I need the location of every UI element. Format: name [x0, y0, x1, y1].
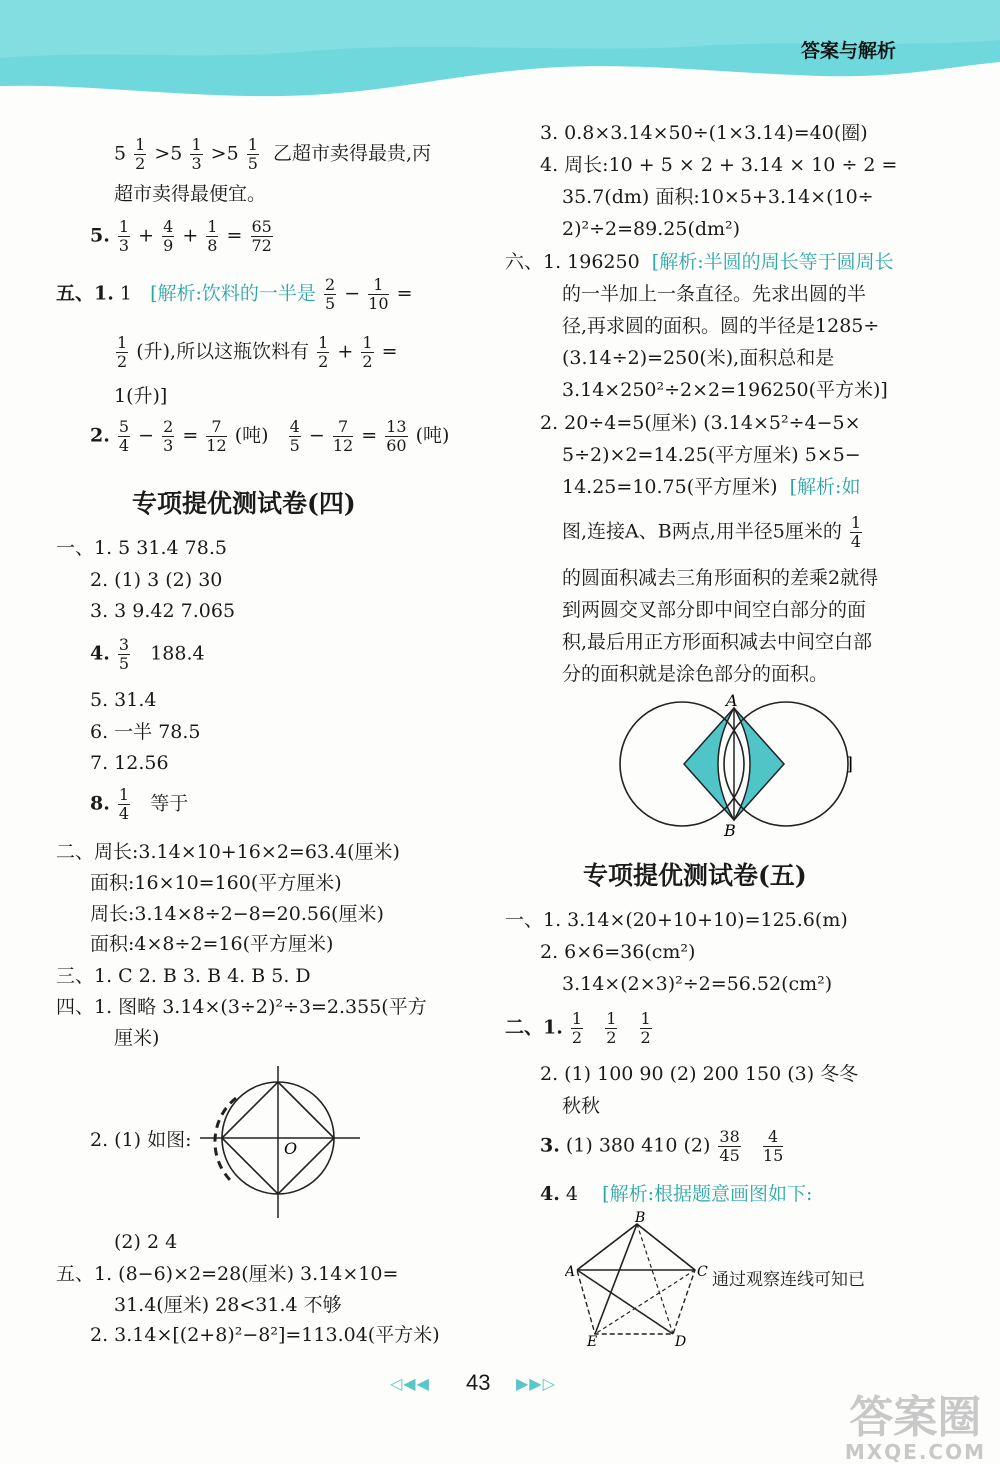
left-s3: 3. 3 9.42 7.065 [90, 600, 236, 622]
left-line-1 [114, 136, 431, 173]
right-r8: (3.14÷2)=250(米),面积总和是 [562, 347, 835, 369]
left-e5: 三、1. C 2. B 3. B 4. B 5. D [56, 965, 311, 987]
point-label-C: C [697, 1264, 708, 1280]
text: >5 [154, 142, 183, 165]
text: 乙超市卖得最贵,丙 [273, 142, 432, 165]
fraction: $\frac{1}{2}$ [571, 1009, 583, 1047]
fraction: $\frac{65}{72}$ [251, 217, 272, 255]
text: 4 [565, 1183, 578, 1205]
text: 14.25=10.75(平方厘米) [562, 476, 778, 498]
fraction: $\frac{38}{45}$ [719, 1127, 740, 1165]
point-label-A: A [565, 1264, 576, 1280]
right-r9: 3.14×250²÷2×2=196250(平方米)] [562, 379, 888, 401]
fraction: $\frac{4}{15}$ [762, 1127, 784, 1165]
left-e2: 面积:16×10=160(平方厘米) [90, 872, 342, 894]
right-r6: 的一半加上一条直径。先求出圆的半 [562, 283, 867, 305]
item-number: 五、1. [56, 282, 114, 305]
fraction: $\frac{1}{5}$ [247, 135, 258, 173]
left-e8: 2. (1) 如图: [90, 1129, 192, 1151]
left-s4 [90, 636, 205, 673]
section-title-5: 专项提优测试卷(五) [583, 861, 807, 890]
operator: = [396, 282, 413, 305]
item-number: 2. [90, 424, 110, 447]
left-e7: 厘米) [114, 1027, 160, 1049]
circle-square-figure [196, 1062, 366, 1224]
right-r12 [562, 475, 860, 499]
item-number: 4. [90, 642, 110, 665]
right-t8 [540, 1182, 812, 1206]
text: (1) 380 410 (2) [565, 1134, 711, 1157]
text: (吨) [234, 424, 269, 447]
left-line-6: 1(升)] [114, 385, 168, 407]
left-s5: 5. 31.4 [90, 689, 157, 711]
fraction: $\frac{1}{2}$ [318, 333, 329, 371]
point-label-D: D [675, 1334, 687, 1348]
left-e1: 二、周长:3.14×10+16×2=63.4(厘米) [56, 841, 400, 863]
fraction: $\frac{2}{3}$ [163, 417, 174, 455]
text: 等于 [150, 792, 189, 815]
left-s1: 一、1. 5 31.4 78.5 [56, 537, 227, 559]
right-r5 [505, 250, 894, 274]
item-number: 3. [540, 1134, 560, 1157]
point-label-A: A [726, 691, 738, 710]
right-r15: 到两圆交叉部分即中间空白部分的面 [562, 599, 867, 621]
analysis-label: [解析:如 [789, 476, 861, 498]
text: 六、1. 196250 [505, 251, 640, 273]
fraction: $\frac{1}{4}$ [850, 513, 862, 551]
operator: + [337, 340, 354, 363]
left-e10: 五、1. (8−6)×2=28(厘米) 3.14×10= [56, 1263, 399, 1285]
right-r16: 积,最后用正方形面积减去中间空白部 [562, 631, 873, 653]
fraction: $\frac{5}{4}$ [118, 417, 130, 455]
text: 5 [114, 142, 127, 165]
fraction: $\frac{4}{9}$ [163, 217, 174, 255]
fraction: $\frac{1}{2}$ [606, 1009, 617, 1047]
item-number: 8. [90, 792, 110, 815]
item-number: 4. [540, 1183, 560, 1205]
operator: − [138, 424, 155, 447]
text: (升),所以这瓶饮料有 [136, 340, 310, 363]
right-t7 [540, 1128, 785, 1165]
operator: − [344, 282, 361, 305]
fraction: $\frac{1}{2}$ [135, 135, 146, 173]
analysis-label: [解析:根据题意画图如下: [602, 1183, 813, 1205]
fraction: $\frac{1}{3}$ [118, 217, 130, 255]
right-t1: 一、1. 3.14×(20+10+10)=125.6(m) [505, 909, 848, 931]
fraction: $\frac{3}{5}$ [118, 635, 130, 673]
text: 1 [119, 282, 132, 305]
operator: = [381, 340, 398, 363]
fraction: $\frac{1}{2}$ [640, 1009, 651, 1047]
header-banner [0, 0, 1000, 110]
left-line-7 [90, 418, 449, 455]
point-label-B: B [724, 821, 736, 840]
watermark [844, 1392, 986, 1464]
watermark-logo: 答案圈 [849, 1392, 982, 1443]
text: 图,连接A、B两点,用半径5厘米的 [562, 520, 842, 543]
left-e4: 面积:4×8÷2=16(平方厘米) [90, 933, 334, 955]
right-r11: 5÷2)×2=14.25(平方厘米) 5×5− [562, 444, 861, 466]
left-e9: (2) 2 4 [114, 1231, 178, 1253]
fraction: $\frac{1}{10}$ [368, 275, 389, 313]
right-t6: 秋秋 [562, 1095, 601, 1117]
left-e6: 四、1. 图略 3.14×(3÷2)²÷3=2.355(平方 [56, 996, 427, 1018]
page-prev-arrows: ◁◀◀ [390, 1374, 430, 1393]
text: (吨) [415, 424, 450, 447]
right-r7: 径,再求圆的面积。圆的半径是1285÷ [562, 315, 880, 337]
right-t9: 通过观察连线可知已 [712, 1270, 865, 1290]
operator: + [138, 224, 155, 247]
left-s6: 6. 一半 78.5 [90, 721, 201, 743]
right-r1: 3. 0.8×3.14×50÷(1×3.14)=40(圈) [540, 122, 868, 144]
fraction: $\frac{4}{5}$ [289, 417, 300, 455]
left-line-3 [90, 218, 275, 255]
operator: − [308, 424, 325, 447]
section-title-4: 专项提优测试卷(四) [132, 489, 356, 518]
operator: = [226, 224, 243, 247]
page-next-arrows: ▶▶▷ [516, 1374, 556, 1393]
left-line-4 [56, 276, 413, 313]
item-number: 5. [90, 224, 110, 247]
right-r10: 2. 20÷4=5(厘米) (3.14×5²÷4−5× [540, 412, 861, 434]
right-t3: 3.14×(2×3)²÷2=56.52(cm²) [562, 973, 833, 995]
left-e3: 周长:3.14×8÷2−8=20.56(厘米) [90, 903, 384, 925]
left-e11: 31.4(厘米) 28<31.4 不够 [114, 1294, 342, 1316]
analysis-label: [解析:饮料的一半是 [150, 282, 316, 305]
point-label-E: E [587, 1334, 598, 1348]
bracket-close: ] [846, 754, 854, 775]
text: >5 [210, 142, 239, 165]
fraction: $\frac{1}{2}$ [117, 333, 128, 371]
right-t2: 2. 6×6=36(cm²) [540, 941, 696, 963]
pentagon-figure [565, 1210, 715, 1348]
fraction: $\frac{1}{3}$ [191, 135, 202, 173]
fraction: $\frac{1}{4}$ [118, 785, 130, 823]
right-r14: 的圆面积减去三角形面积的差乘2就得 [562, 567, 879, 589]
left-line-5 [114, 334, 398, 371]
point-label-B: B [635, 1210, 646, 1226]
right-r2: 4. 周长:10 + 5 × 2 + 3.14 × 10 ÷ 2 = [540, 154, 898, 176]
fraction: $\frac{2}{5}$ [324, 275, 336, 313]
two-circles-figure [610, 690, 860, 840]
operator: = [361, 424, 378, 447]
header-title: 答案与解析 [800, 40, 896, 62]
left-s2: 2. (1) 3 (2) 30 [90, 569, 223, 591]
right-t5: 2. (1) 100 90 (2) 200 150 (3) 冬冬 [540, 1063, 859, 1085]
operator: + [182, 224, 199, 247]
watermark-url: MXQE.COM [844, 1440, 986, 1464]
left-line-2: 超市卖得最便宜。 [114, 183, 267, 205]
analysis-label: [解析:半圆的周长等于圆周长 [651, 251, 894, 273]
item-number: 二、1. [505, 1016, 563, 1039]
left-e12: 2. 3.14×[(2+8)²−8²]=113.04(平方米) [90, 1324, 440, 1346]
fraction: $\frac{1}{8}$ [207, 217, 218, 255]
right-r3: 35.7(dm) 面积:10×5+3.14×(10÷ [562, 186, 874, 208]
fraction: $\frac{1}{2}$ [362, 333, 373, 371]
right-r4: 2)²÷2=89.25(dm²) [562, 218, 741, 240]
page-number: 43 [466, 1370, 491, 1395]
fraction: $\frac{7}{12}$ [332, 417, 354, 455]
right-r17: 分的面积就是涂色部分的面积。 [562, 663, 829, 685]
center-label-O: O [284, 1139, 298, 1158]
fraction: $\frac{13}{60}$ [386, 417, 407, 455]
operator: = [182, 424, 199, 447]
fraction: $\frac{7}{12}$ [206, 417, 227, 455]
right-t4 [505, 1010, 654, 1047]
left-s7: 7. 12.56 [90, 752, 169, 774]
left-s8 [90, 786, 188, 823]
text: 188.4 [150, 642, 205, 665]
right-r13 [562, 514, 864, 551]
